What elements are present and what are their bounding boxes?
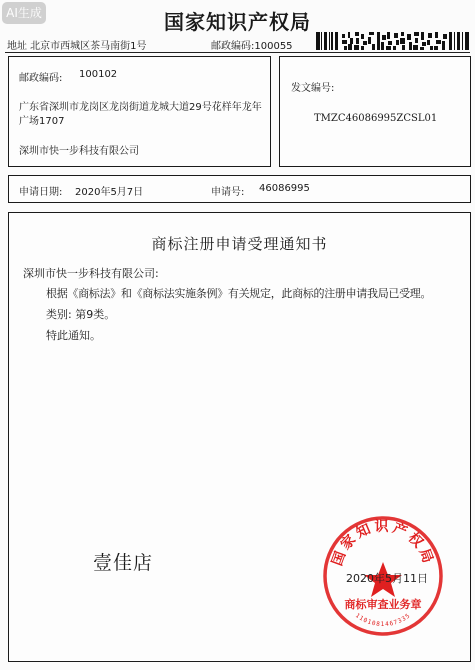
- ai-generated-badge: AI生成: [2, 2, 46, 24]
- header-divider: [5, 52, 470, 53]
- application-info-box: [8, 175, 471, 203]
- notice-class: 类别: 第9类。: [46, 308, 116, 321]
- applicant-address-line2: 广场1707: [19, 116, 65, 127]
- svg-text:国家知识产权局: 国家知识产权局: [329, 519, 437, 569]
- svg-text:1101081467335: 1101081467335: [353, 612, 413, 629]
- office-address: 地址 北京市西城区茶马南街1号: [7, 41, 147, 52]
- office-postcode: 邮政编码:100055: [211, 41, 293, 52]
- shop-watermark: 壹佳店: [93, 552, 154, 574]
- notice-closing: 特此通知。: [46, 329, 101, 342]
- applicant-company: 深圳市快一步科技有限公司: [19, 146, 139, 157]
- application-number-value: 46086995: [259, 183, 310, 194]
- dispatch-number: TMZC46086995ZCSL01: [314, 113, 438, 124]
- applicant-postcode-label: 邮政编码:: [19, 73, 63, 84]
- application-date-value: 2020年5月7日: [75, 187, 144, 198]
- application-number-label: 申请号:: [211, 187, 245, 198]
- applicant-address-line1: 广东省深圳市龙岗区龙岗街道龙城大道29号花样年龙年: [19, 102, 262, 113]
- applicant-box: [8, 56, 271, 167]
- notice-body: 根据《商标法》和《商标法实施条例》有关规定，此商标的注册申请我局已受理。: [46, 287, 432, 300]
- applicant-postcode-value: 100102: [79, 69, 118, 80]
- notice-title: 商标注册申请受理通知书: [151, 235, 328, 253]
- page-title: 国家知识产权局: [164, 10, 311, 34]
- application-date-label: 申请日期:: [19, 187, 63, 198]
- seal-date: 2020年5月11日: [346, 572, 428, 585]
- dispatch-label: 发文编号:: [291, 83, 335, 94]
- dispatch-box: [279, 56, 471, 167]
- barcode: [316, 32, 470, 50]
- svg-text:商标审查业务章: 商标审查业务章: [344, 598, 422, 611]
- notice-addressee: 深圳市快一步科技有限公司:: [23, 267, 159, 280]
